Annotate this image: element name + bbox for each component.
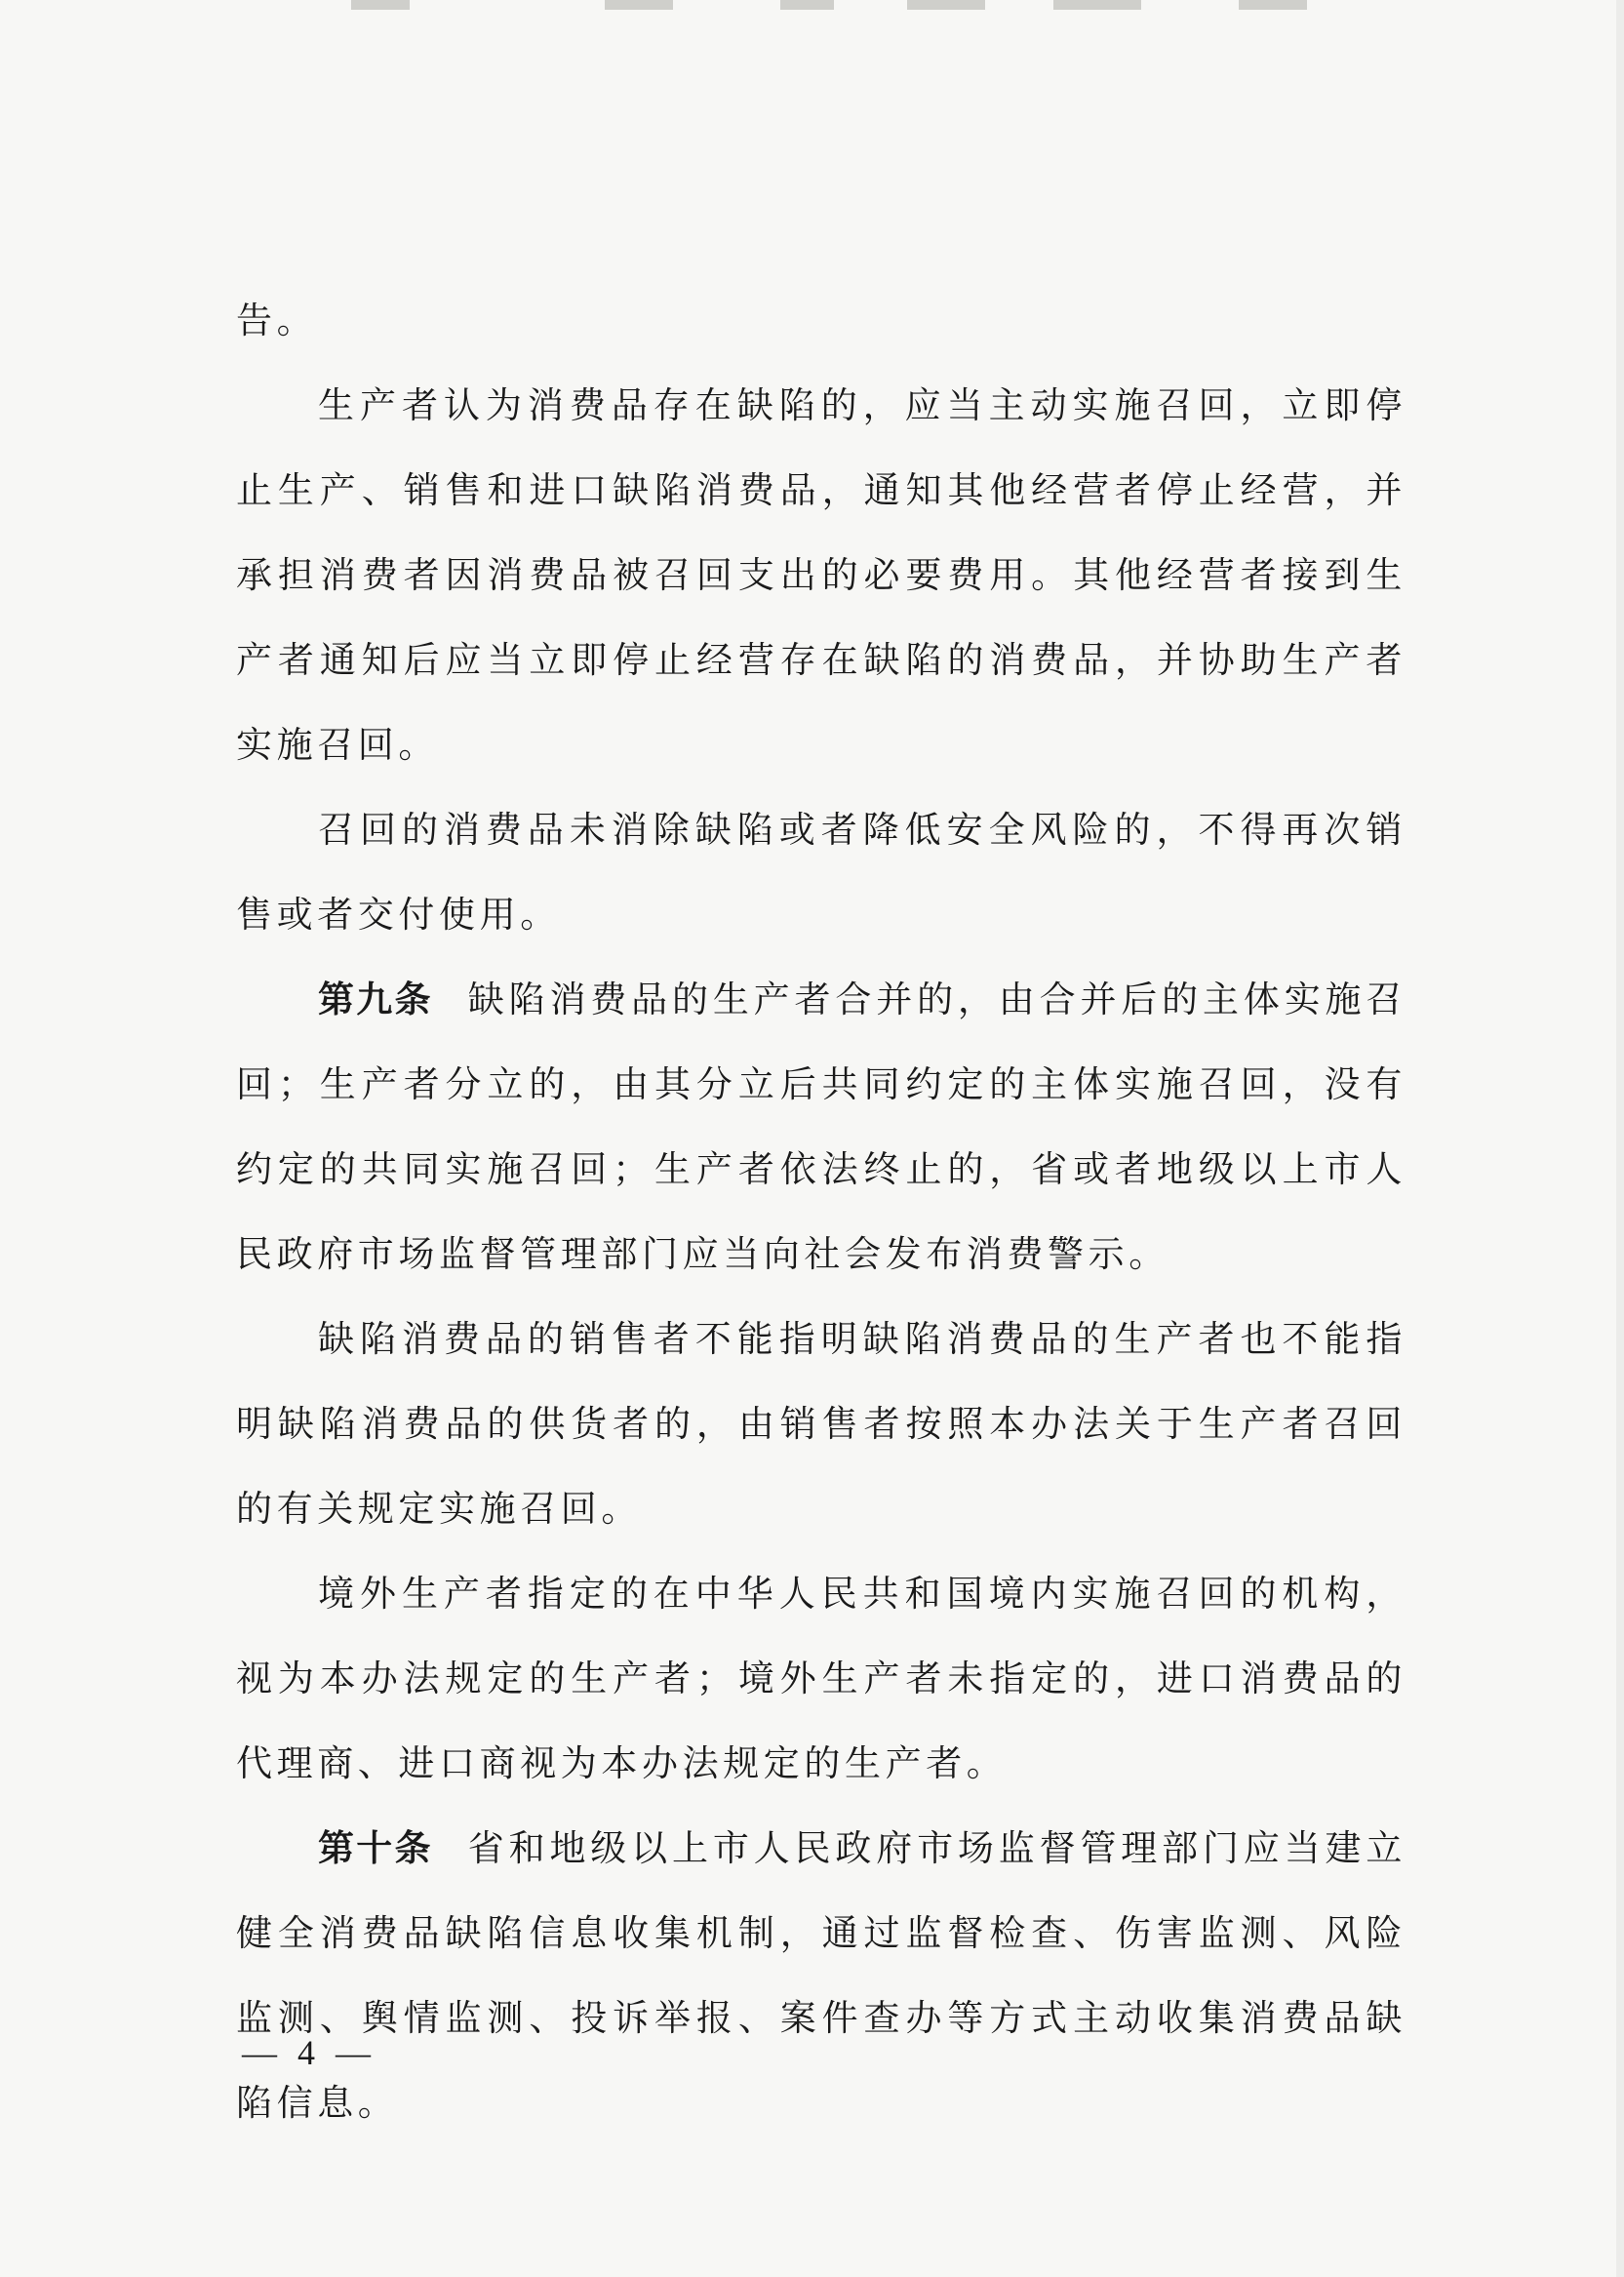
body-paragraph	[236, 278, 1406, 363]
article-paragraph	[236, 1806, 1406, 2145]
paragraph-text: 生产者认为消费品存在缺陷的，应当主动实施召回，立即停止生产、销售和进口缺陷消费品，通知其他经营者停止经营，并承担消费者因消费品被召回支出的必要费用。其他经营者接到生产者通知后应当立即停止经营存在缺陷的消费品，并协助生产者实施召回。	[236, 384, 1406, 766]
body-paragraph	[236, 363, 1406, 787]
scan-mark	[1053, 0, 1141, 10]
page-number: — 4 —	[242, 2033, 376, 2072]
article-paragraph	[236, 957, 1406, 1297]
article-heading: 第十条	[318, 1827, 433, 1869]
scan-edge-marks	[0, 0, 1624, 20]
scan-mark	[780, 0, 834, 10]
body-paragraph	[236, 1297, 1406, 1551]
body-paragraph	[236, 787, 1406, 957]
paragraph-text: 缺陷消费品的生产者合并的，由合并后的主体实施召回；生产者分立的，由其分立后共同约定的主体实施召回，没有约定的共同实施召回；生产者依法终止的，省或者地级以上市人民政府市场监督管理部门应当向社会发布消费警示。	[236, 979, 1406, 1275]
scan-mark	[907, 0, 985, 10]
scan-mark	[351, 0, 410, 10]
paragraph-text: 省和地级以上市人民政府市场监督管理部门应当建立健全消费品缺陷信息收集机制，通过监督检查、伤害监测、风险监测、舆情监测、投诉举报、案件查办等方式主动收集消费品缺陷信息。	[236, 1827, 1406, 2124]
paragraph-text: 境外生产者指定的在中华人民共和国境内实施召回的机构，视为本办法规定的生产者；境外生产者未指定的，进口消费品的代理商、进口商视为本办法规定的生产者。	[236, 1573, 1406, 1784]
document-body	[236, 278, 1406, 2145]
scan-mark	[1239, 0, 1307, 10]
scan-mark	[605, 0, 673, 10]
paragraph-text: 召回的消费品未消除缺陷或者降低安全风险的，不得再次销售或者交付使用。	[236, 809, 1406, 936]
paragraph-text: 告。	[236, 300, 318, 341]
article-heading: 第九条	[318, 979, 433, 1020]
scan-edge-strip	[1616, 0, 1624, 2277]
paragraph-text: 缺陷消费品的销售者不能指明缺陷消费品的生产者也不能指明缺陷消费品的供货者的，由销售者按照本办法关于生产者召回的有关规定实施召回。	[236, 1318, 1406, 1530]
body-paragraph	[236, 1551, 1406, 1806]
